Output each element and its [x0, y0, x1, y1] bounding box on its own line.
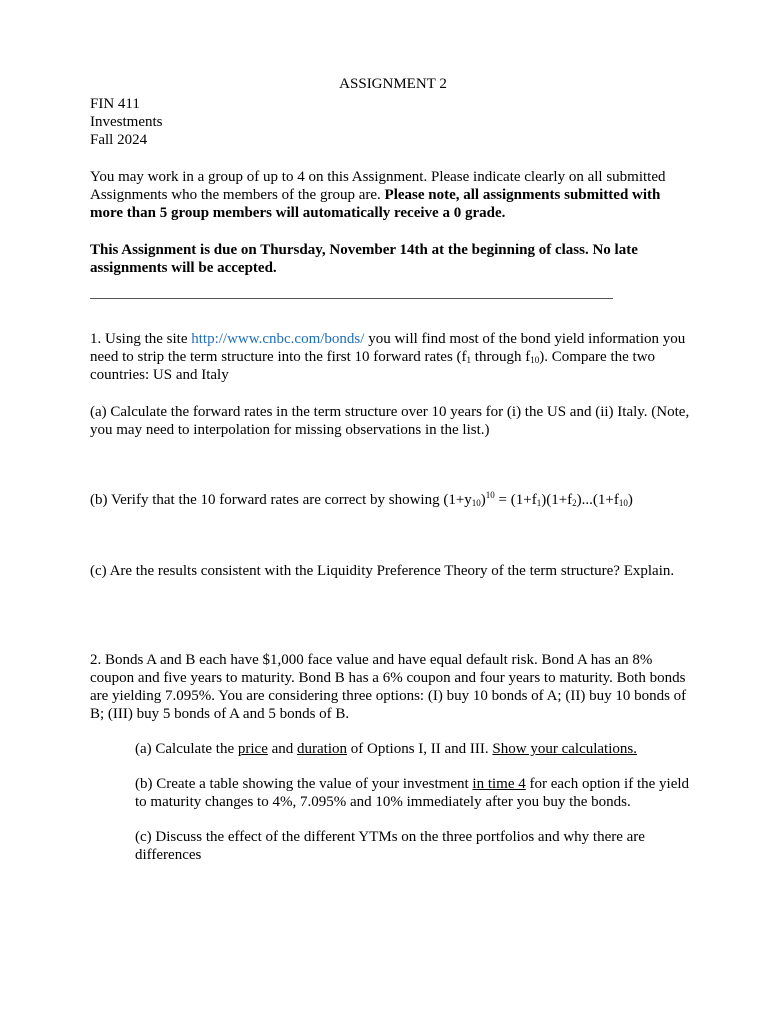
question-1b	[90, 491, 696, 509]
subscript: 1	[466, 355, 472, 365]
question-1a: (a) Calculate the forward rates in the term structure over 10 years for (i) the US and (ii) Italy. (Note, you may need to interpolation for missing observations in the list.)	[90, 404, 690, 438]
question-2a	[135, 740, 696, 758]
subscript: 10	[471, 498, 481, 508]
question-1b-text: )	[627, 492, 633, 508]
question-1c: (c) Are the results consistent with the Liquidity Preference Theory of the term structure? Explain.	[90, 563, 675, 579]
question-2b-text: (b) Create a table showing the value of your investment	[135, 776, 473, 792]
question-2a-text: of Options I, II and III.	[347, 741, 493, 757]
section-divider	[90, 298, 613, 299]
question-2c: (c) Discuss the effect of the different YTMs on the three portfolios and why there are differences	[135, 829, 645, 863]
document-content	[90, 75, 696, 864]
course-code: FIN 411	[90, 96, 140, 112]
question-2b	[135, 775, 696, 811]
question-1b-text: (b) Verify that the 10 forward rates are correct by showing (1+y	[90, 492, 472, 508]
course-name: Investments	[90, 114, 163, 130]
due-date-text: This Assignment is due on Thursday, November 14th at the beginning of class. No late assignments will be accepted.	[90, 242, 638, 276]
group-instructions-text: You may work in a group of up to 4 on this Assignment. Please indicate clearly on all submitted Assignments who the members of the group are.	[90, 169, 666, 203]
price-term: price	[237, 741, 268, 757]
due-date-notice	[90, 241, 696, 277]
assignment-title: ASSIGNMENT 2	[339, 76, 447, 92]
course-term: Fall 2024	[90, 132, 148, 148]
question-2a-text: (a) Calculate the	[135, 741, 238, 757]
question-2b-text: for each option if the yield to maturity changes to 4%, 7.095% and 10% immediately after you buy the bonds.	[135, 776, 690, 810]
show-calculations-note: Show your calculations.	[492, 741, 637, 757]
question-2a-text: and	[267, 741, 298, 757]
question-1-lead: 1. Using the site	[90, 331, 192, 347]
superscript: 10	[485, 490, 495, 500]
subscript: 10	[618, 498, 628, 508]
time-4-term: in time 4	[472, 776, 526, 792]
cnbc-bonds-link[interactable]: http://www.cnbc.com/bonds/	[191, 331, 365, 347]
question-1	[90, 330, 696, 384]
subscript: 1	[536, 498, 542, 508]
group-instructions	[90, 168, 696, 222]
duration-term: duration	[297, 741, 348, 757]
group-size-warning: Please note, all assignments submitted with more than 5 group members will automatically receive a 0 grade.	[90, 187, 661, 221]
question-1-text: you will find most of the bond yield information you need to strip the term structure into the first 10 forward rates (f	[90, 331, 686, 365]
question-1b-text: )(1+f	[541, 492, 573, 508]
subscript: 10	[530, 355, 540, 365]
question-1b-text: )...(1+f	[576, 492, 619, 508]
subscript: 2	[572, 498, 577, 508]
question-1b-text: = (1+f	[494, 492, 537, 508]
course-header	[90, 95, 696, 149]
question-1b-text: )	[480, 492, 486, 508]
question-2: 2. Bonds A and B each have $1,000 face value and have equal default risk. Bond A has an 8% coupon and five years to maturity. Bond B has a 6% coupon and four years to maturity. Both bonds are yielding 7.095%. You are considering three options: (I) buy 10 bonds of A; (II) buy 10 bonds of B; (III) buy 5 bonds of A and 5 bonds of B.	[90, 652, 687, 722]
question-1-text: through f	[471, 349, 531, 365]
question-1-text: ). Compare the two countries: US and Italy	[90, 349, 656, 383]
